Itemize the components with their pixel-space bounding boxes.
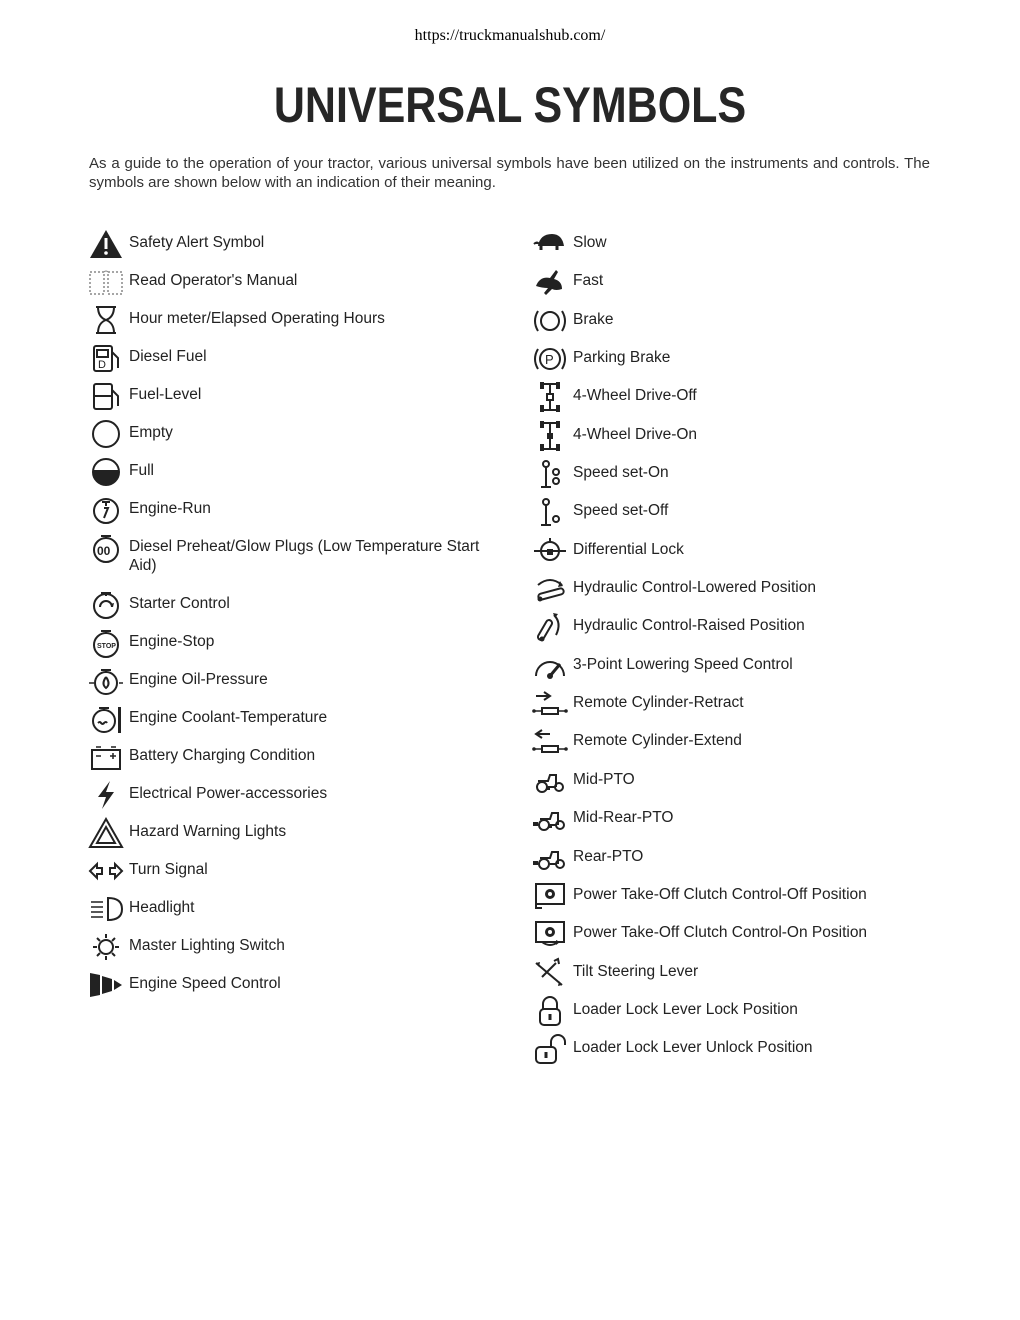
- master-lighting-icon: [88, 931, 124, 963]
- hydraulic-lowered-icon: [532, 573, 568, 605]
- starter-icon: [88, 589, 124, 621]
- symbol-item: [532, 880, 952, 918]
- tilt-steering-icon: [532, 957, 568, 989]
- symbol-item: [88, 589, 508, 627]
- pto-off-icon: [532, 880, 568, 912]
- symbol-label: Slow: [573, 234, 607, 251]
- speed-set-on-icon: [532, 458, 568, 490]
- rear-pto-icon: [532, 842, 568, 874]
- unlock-icon: [532, 1033, 568, 1065]
- symbol-label: Loader Lock Lever Unlock Position: [573, 1039, 813, 1057]
- full-icon: [88, 456, 124, 488]
- symbol-label: Safety Alert Symbol: [129, 234, 265, 251]
- symbol-item: [88, 741, 508, 779]
- symbol-item: [88, 817, 508, 855]
- empty-icon: [88, 418, 124, 450]
- page-title: UNIVERSAL SYMBOLS: [273, 77, 747, 133]
- symbol-label: Battery Charging Condition: [129, 747, 316, 764]
- symbol-label: Speed set-Off: [573, 502, 669, 520]
- safety-alert-icon: [88, 228, 124, 260]
- cylinder-retract-icon: [532, 688, 568, 720]
- symbol-label: Remote Cylinder-Retract: [573, 694, 744, 712]
- symbol-label: Fuel-Level: [129, 386, 202, 403]
- symbol-label: Brake: [573, 310, 614, 328]
- symbol-label: Engine Oil-Pressure: [129, 671, 268, 688]
- symbol-item: [88, 228, 508, 266]
- symbol-label: Fast: [573, 272, 604, 290]
- symbol-item: [532, 1033, 952, 1071]
- hazard-icon: [88, 817, 124, 849]
- symbol-label: Hazard Warning Lights: [129, 823, 287, 840]
- symbol-item: [532, 573, 952, 611]
- symbol-label: Power Take-Off Clutch Control-On Position: [573, 924, 868, 942]
- symbol-label: Read Operator's Manual: [129, 272, 298, 289]
- symbol-label: Engine Speed Control: [129, 975, 281, 992]
- symbol-label: Engine Coolant-Temperature: [129, 709, 328, 726]
- lowering-speed-icon: [532, 650, 568, 682]
- pto-on-icon: [532, 918, 568, 950]
- diesel-fuel-icon: [88, 342, 124, 374]
- symbol-item: [88, 494, 508, 532]
- symbol-label: Differential Lock: [573, 540, 684, 558]
- hourglass-icon: [88, 304, 124, 336]
- symbol-item: [532, 305, 952, 343]
- symbol-item: [88, 893, 508, 931]
- symbol-label: Diesel Preheat/Glow Plugs (Low Temperature Start Aid): [129, 538, 480, 574]
- symbol-label: Loader Lock Lever Lock Position: [573, 1000, 798, 1018]
- hydraulic-raised-icon: [532, 611, 568, 643]
- symbol-item: [532, 535, 952, 573]
- mid-rear-pto-icon: [532, 803, 568, 835]
- symbol-label: Power Take-Off Clutch Control-Off Position: [573, 885, 867, 903]
- rabbit-icon: [532, 266, 568, 298]
- symbol-item: [532, 803, 952, 841]
- engine-speed-icon: [88, 969, 124, 1001]
- symbol-label: Master Lighting Switch: [129, 937, 285, 954]
- symbol-item: [532, 995, 952, 1033]
- symbol-item: [532, 496, 952, 534]
- symbol-item: [88, 532, 508, 589]
- header-url: https://truckmanualshub.com/: [414, 27, 606, 44]
- lock-icon: [532, 995, 568, 1027]
- headlight-icon: [88, 893, 124, 925]
- symbol-item: [88, 266, 508, 304]
- symbol-item: [88, 703, 508, 741]
- symbol-label: Electrical Power-accessories: [129, 785, 328, 802]
- symbol-label: Diesel Fuel: [129, 348, 207, 365]
- cylinder-extend-icon: [532, 726, 568, 758]
- symbol-item: [532, 228, 952, 266]
- symbol-label: Tilt Steering Lever: [573, 962, 699, 980]
- 4wd-on-icon: [532, 420, 568, 452]
- svg-text:00: 00: [97, 544, 111, 558]
- oil-pressure-icon: [88, 665, 124, 697]
- symbol-label: Hydraulic Control-Raised Position: [573, 617, 805, 635]
- manual-icon: [88, 266, 124, 298]
- symbol-label: Turn Signal: [129, 861, 208, 878]
- symbol-item: [88, 304, 508, 342]
- svg-text:P: P: [545, 352, 554, 368]
- parking-brake-icon: [532, 343, 568, 375]
- engine-run-icon: [88, 494, 124, 526]
- symbol-item: [88, 931, 508, 969]
- symbol-label: Full: [129, 462, 154, 479]
- coolant-temperature-icon: [88, 703, 124, 735]
- symbol-item: [88, 418, 508, 456]
- symbol-label: Engine-Stop: [129, 633, 215, 650]
- turn-signal-icon: [88, 855, 124, 887]
- speed-set-off-icon: [532, 496, 568, 528]
- symbol-item: [532, 765, 952, 803]
- symbols-right-column: [532, 228, 952, 1072]
- turtle-icon: [532, 228, 568, 260]
- symbol-item: [88, 380, 508, 418]
- symbol-label: Remote Cylinder-Extend: [573, 732, 742, 750]
- intro-paragraph: As a guide to the operation of your tractor, various universal symbols have been utilized on the instruments and controls. The symbols are shown below with an indication of their meaning.: [89, 155, 930, 191]
- symbol-label: Parking Brake: [573, 349, 671, 367]
- engine-stop-icon: [88, 627, 124, 659]
- svg-text:D: D: [98, 359, 106, 371]
- symbol-label: Hydraulic Control-Lowered Position: [573, 579, 816, 597]
- symbol-label: Empty: [129, 424, 173, 441]
- symbol-item: [88, 855, 508, 893]
- lightning-icon: [88, 779, 124, 811]
- symbol-label: 3-Point Lowering Speed Control: [573, 655, 793, 673]
- symbol-label: Headlight: [129, 899, 195, 916]
- symbol-item: [532, 420, 952, 458]
- symbol-item: [532, 918, 952, 956]
- symbol-item: [88, 627, 508, 665]
- symbol-item: [532, 381, 952, 419]
- symbol-item: [532, 343, 952, 381]
- symbol-item: [532, 688, 952, 726]
- brake-icon: [532, 305, 568, 337]
- symbol-item: [532, 611, 952, 649]
- battery-icon: [88, 741, 124, 773]
- symbol-label: Rear-PTO: [573, 847, 644, 865]
- symbol-label: Engine-Run: [129, 500, 211, 517]
- symbol-item: [532, 650, 952, 688]
- symbol-label: Mid-Rear-PTO: [573, 809, 674, 827]
- symbol-item: [532, 458, 952, 496]
- symbol-label: Starter Control: [129, 595, 230, 612]
- symbol-item: [532, 266, 952, 304]
- symbol-item: [532, 726, 952, 764]
- symbol-label: 4-Wheel Drive-Off: [573, 387, 697, 405]
- fuel-level-icon: [88, 380, 124, 412]
- svg-text:STOP: STOP: [97, 643, 116, 650]
- symbol-item: [88, 456, 508, 494]
- mid-pto-icon: [532, 765, 568, 797]
- symbol-item: [88, 665, 508, 703]
- differential-lock-icon: [532, 535, 568, 567]
- glow-plug-icon: [88, 532, 124, 564]
- symbol-label: Mid-PTO: [573, 770, 635, 788]
- symbol-item: [532, 957, 952, 995]
- symbol-item: [88, 342, 508, 380]
- symbol-item: [88, 969, 508, 1007]
- symbol-label: 4-Wheel Drive-On: [573, 425, 698, 443]
- symbols-left-column: [88, 228, 508, 1007]
- symbol-label: Speed set-On: [573, 464, 669, 482]
- 4wd-off-icon: [532, 381, 568, 413]
- symbol-item: [532, 842, 952, 880]
- symbol-label: Hour meter/Elapsed Operating Hours: [129, 310, 385, 327]
- symbol-item: [88, 779, 508, 817]
